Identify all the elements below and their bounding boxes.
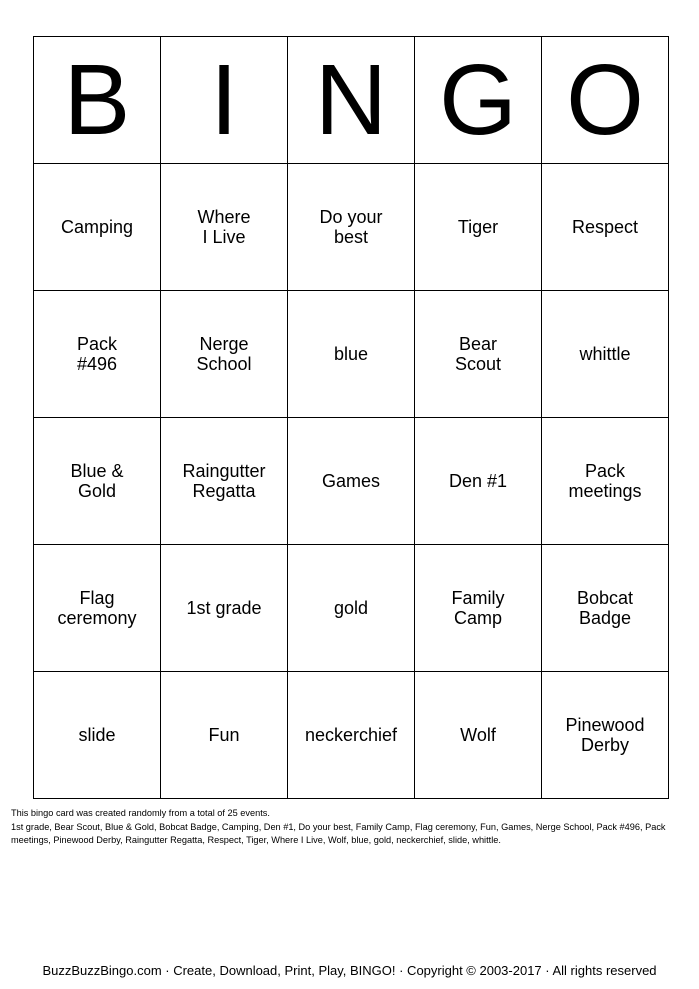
bingo-cell: Do your best (288, 164, 415, 291)
bingo-cell: Pinewood Derby (542, 672, 669, 799)
bingo-card (33, 36, 669, 799)
bingo-row-5 (34, 672, 669, 799)
bingo-cell: Pack #496 (34, 291, 161, 418)
bingo-cell: Fun (161, 672, 288, 799)
header-letter-o: O (542, 37, 669, 164)
header-letter-g: G (415, 37, 542, 164)
bingo-cell: gold (288, 545, 415, 672)
card-info-event-list: 1st grade, Bear Scout, Blue & Gold, Bobcat Badge, Camping, Den #1, Do your best, Family Camp, Flag ceremony, Fun, Games, Nerge School, Pack #496, Pack meetings, Pinewood Derby, Raingutter Regatta, Respect, Tiger, Where I Live, Wolf, blue, gold, neckerchief, slide, whittle. (11, 821, 666, 845)
bingo-cell: Raingutter Regatta (161, 418, 288, 545)
bingo-cell: Pack meetings (542, 418, 669, 545)
bingo-cell: Bobcat Badge (542, 545, 669, 672)
bingo-cell: 1st grade (161, 545, 288, 672)
bingo-cell: Where I Live (161, 164, 288, 291)
bingo-row-1 (34, 164, 669, 291)
bingo-cell: neckerchief (288, 672, 415, 799)
bingo-row-3 (34, 418, 669, 545)
bingo-cell: Nerge School (161, 291, 288, 418)
bingo-cell: Tiger (415, 164, 542, 291)
bingo-row-4 (34, 545, 669, 672)
bingo-cell: Games (288, 418, 415, 545)
bingo-cell: Respect (542, 164, 669, 291)
header-letter-n: N (288, 37, 415, 164)
bingo-cell: slide (34, 672, 161, 799)
bingo-cell: blue (288, 291, 415, 418)
bingo-cell: Wolf (415, 672, 542, 799)
header-letter-b: B (34, 37, 161, 164)
bingo-cell: Blue & Gold (34, 418, 161, 545)
card-info-summary: This bingo card was created randomly from a total of 25 events. (11, 808, 270, 818)
bingo-header-row (34, 37, 669, 164)
bingo-cell: Flag ceremony (34, 545, 161, 672)
bingo-cell: Camping (34, 164, 161, 291)
bingo-row-2 (34, 291, 669, 418)
bingo-cell: Bear Scout (415, 291, 542, 418)
bingo-cell: whittle (542, 291, 669, 418)
card-info (11, 807, 691, 848)
bingo-cell: Den #1 (415, 418, 542, 545)
page-footer: BuzzBuzzBingo.com · Create, Download, Print, Play, BINGO! · Copyright © 2003-2017 · All rights reserved (42, 963, 657, 978)
bingo-cell: Family Camp (415, 545, 542, 672)
header-letter-i: I (161, 37, 288, 164)
